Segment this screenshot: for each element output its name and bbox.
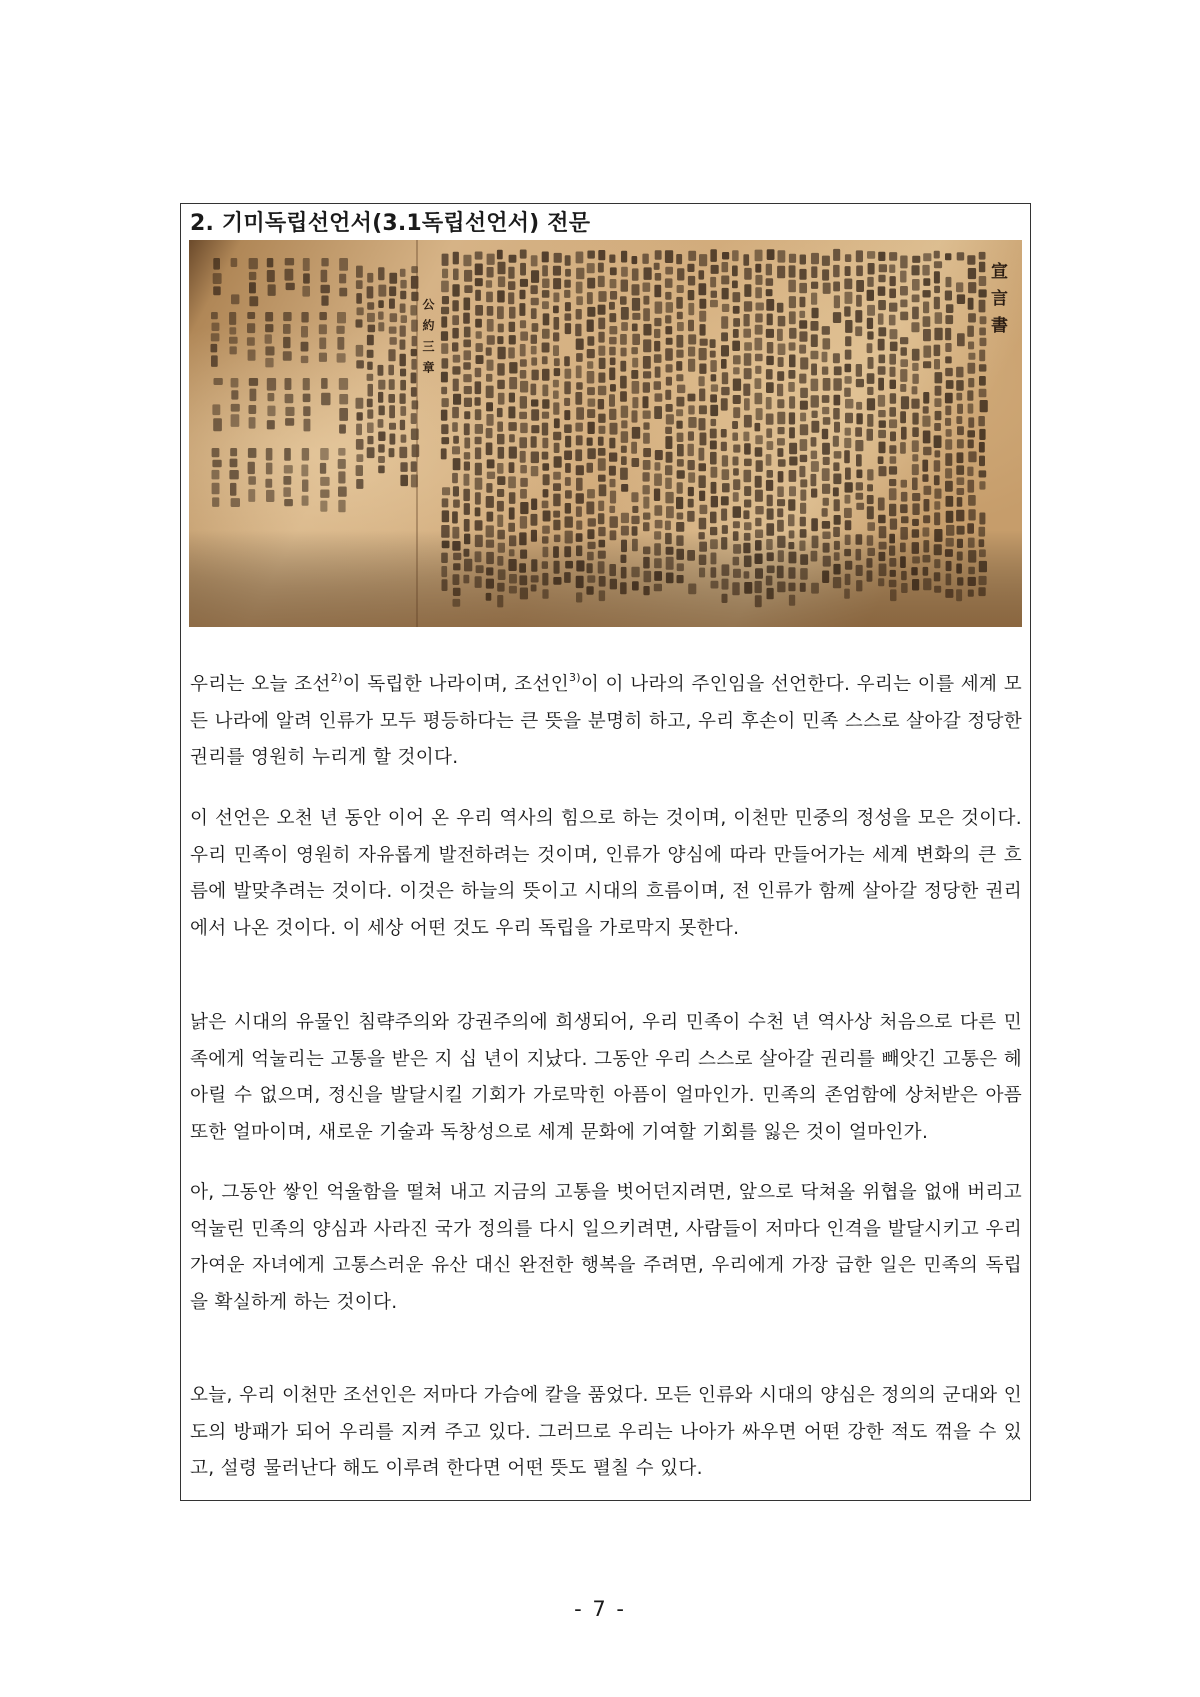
declaration-scan-image [189,240,1022,627]
paragraph-1-text-a: 우리는 오늘 조선 [190,674,331,695]
section-title: 2. 기미독립선언서(3.1독립선언서) 전문 [190,211,591,236]
page-number: - 7 - [574,1597,626,1621]
body-paragraph-5: 오늘, 우리 이천만 조선인은 저마다 가슴에 칼을 품었다. 모든 인류와 시대의 양심은 정의의 군대와 인도의 방패가 되어 우리를 지켜 주고 있다. 그러므로 우리는 나아가 싸우면 어떤 강한 적도 꺾을 수 있고, 설령 물러난다 해도 이루려 한다면 어떤 뜻도 펼칠 수 있다. [190,1385,1022,1479]
paragraph-1-text-c: 이 이 나라의 주인임을 선언한다. 우리는 이를 세계 모든 나라에 알려 인류가 모두 평등하다는 큰 뜻을 분명히 하고, 우리 후손이 민족 스스로 살아갈 정당한 권리를 영원히 누리게 할 것이다. [190,674,1022,768]
paragraph-1-text-b: 이 독립한 나라이며, 조선인 [342,674,569,695]
body-paragraph-1 [190,667,1022,777]
footnote-ref-3: 3) [568,670,581,684]
body-paragraph-4: 아, 그동안 쌓인 억울함을 떨쳐 내고 지금의 고통을 벗어던지려면, 앞으로 닥쳐올 위협을 없애 버리고 억눌린 민족의 양심과 사라진 국가 정의를 다시 일으키려면, 사람들이 저마다 인격을 발달시키고 우리 가여운 자녀에게 고통스러운 유산 대신 완전한 행복을 주려면, 우리에게 가장 급한 일은 민족의 독립을 확실하게 하는 것이다. [190,1182,1022,1313]
declaration-scan-graphic [189,240,1022,627]
footnote-ref-2: 2) [330,670,343,684]
body-paragraph-2: 이 선언은 오천 년 동안 이어 온 우리 역사의 힘으로 하는 것이며, 이천만 민중의 정성을 모은 것이다. 우리 민족이 영원히 자유롭게 발전하려는 것이며, 인류가 양심에 따라 만들어가는 세계 변화의 큰 흐름에 발맞추려는 것이다. 이것은 하늘의 뜻이고 시대의 흐름이며, 전 인류가 함께 살아갈 정당한 권리에서 나온 것이다. 이 세상 어떤 것도 우리 독립을 가로막지 못한다. [190,808,1022,939]
body-paragraph-3: 낡은 시대의 유물인 침략주의와 강권주의에 희생되어, 우리 민족이 수천 년 역사상 처음으로 다른 민족에게 억눌리는 고통을 받은 지 십 년이 지났다. 그동안 우리 스스로 살아갈 권리를 빼앗긴 고통은 헤아릴 수 없으며, 정신을 발달시킬 기회가 가로막힌 아픔이 얼마인가. 민족의 존엄함에 상처받은 아픔 또한 얼마이며, 새로운 기술과 독창성으로 세계 문화에 기여할 기회를 잃은 것이 얼마인가. [190,1012,1022,1143]
